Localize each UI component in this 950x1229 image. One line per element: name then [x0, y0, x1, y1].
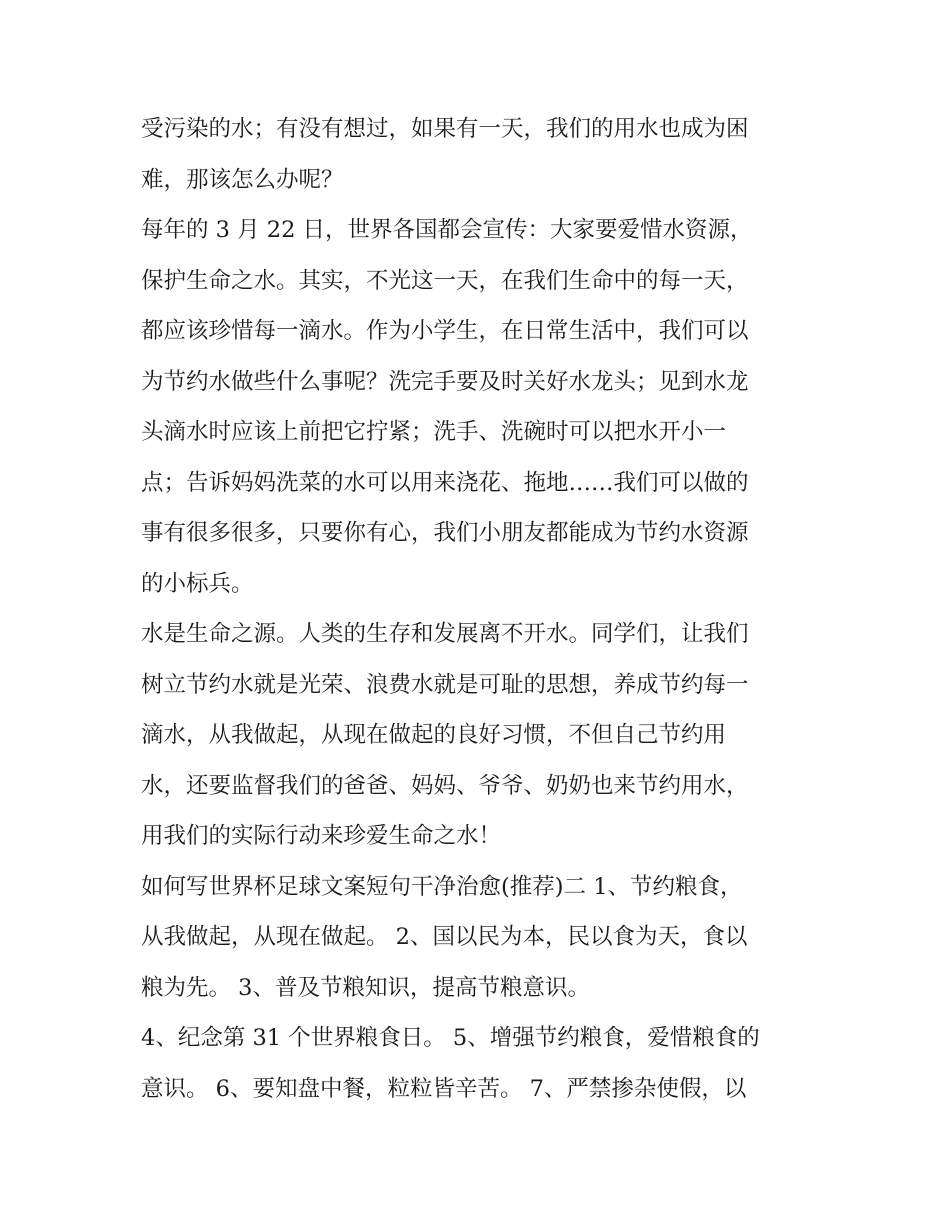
paragraph-world-food-day [141, 1013, 821, 1114]
paragraph-save-food-slogans [141, 862, 821, 1014]
paragraph-water-pollution [141, 104, 821, 205]
paragraph-water-source-of-life [141, 609, 821, 862]
text-line: 难，那该怎么办呢？ [141, 166, 344, 193]
text-line: 点；告诉妈妈洗菜的水可以用来浇花、拖地……我们可以做的 [141, 469, 749, 496]
text-line: 水是生命之源。人类的生存和发展离不开水。同学们，让我们 [141, 621, 749, 647]
text-line: 的小标兵。 [141, 570, 254, 597]
text-line: 事有很多很多，只要你有心，我们小朋友都能成为节约水资源 [141, 520, 749, 546]
paragraph-world-water-day [141, 205, 821, 609]
text-line: 从我做起，从现在做起。 2、国以民为本，民以食为天，食以 [141, 924, 748, 950]
text-line: 4、纪念第 31 个世界粮食日。 5、增强节约粮食，爱惜粮食的 [141, 1025, 760, 1051]
text-line: 头滴水时应该上前把它拧紧；洗手、洗碗时可以把水开小一 [141, 419, 727, 445]
text-line: 保护生命之水。其实，不光这一天，在我们生命中的每一天， [141, 267, 749, 294]
text-line: 意识。 6、要知盘中餐，粒粒皆辛苦。 7、严禁掺杂使假，以 [141, 1075, 747, 1102]
text-line: 滴水，从我做起，从现在做起的良好习惯，不但自己节约用 [141, 722, 727, 748]
text-line: 水，还要监督我们的爸爸、妈妈、爷爷、奶奶也来节约用水， [141, 772, 749, 799]
text-line: 用我们的实际行动来珍爱生命之水！ [141, 823, 502, 849]
document-body [141, 104, 821, 1114]
text-line: 都应该珍惜每一滴水。作为小学生，在日常生活中，我们可以 [141, 318, 749, 344]
text-line: 受污染的水；有没有想过，如果有一天，我们的用水也成为困 [141, 116, 749, 142]
text-line: 每年的 3 月 22 日，世界各国都会宣传：大家要爱惜水资源， [141, 217, 753, 243]
text-line: 粮为先。 3、普及节粮知识，提高节粮意识。 [141, 974, 590, 1001]
text-line: 树立节约水就是光荣、浪费水就是可耻的思想，养成节约每一 [141, 671, 749, 698]
text-line: 为节约水做些什么事呢？洗完手要及时关好水龙头；见到水龙 [141, 368, 749, 395]
text-line: 如何写世界杯足球文案短句干净治愈(推荐)二 1、节约粮食， [141, 873, 743, 900]
